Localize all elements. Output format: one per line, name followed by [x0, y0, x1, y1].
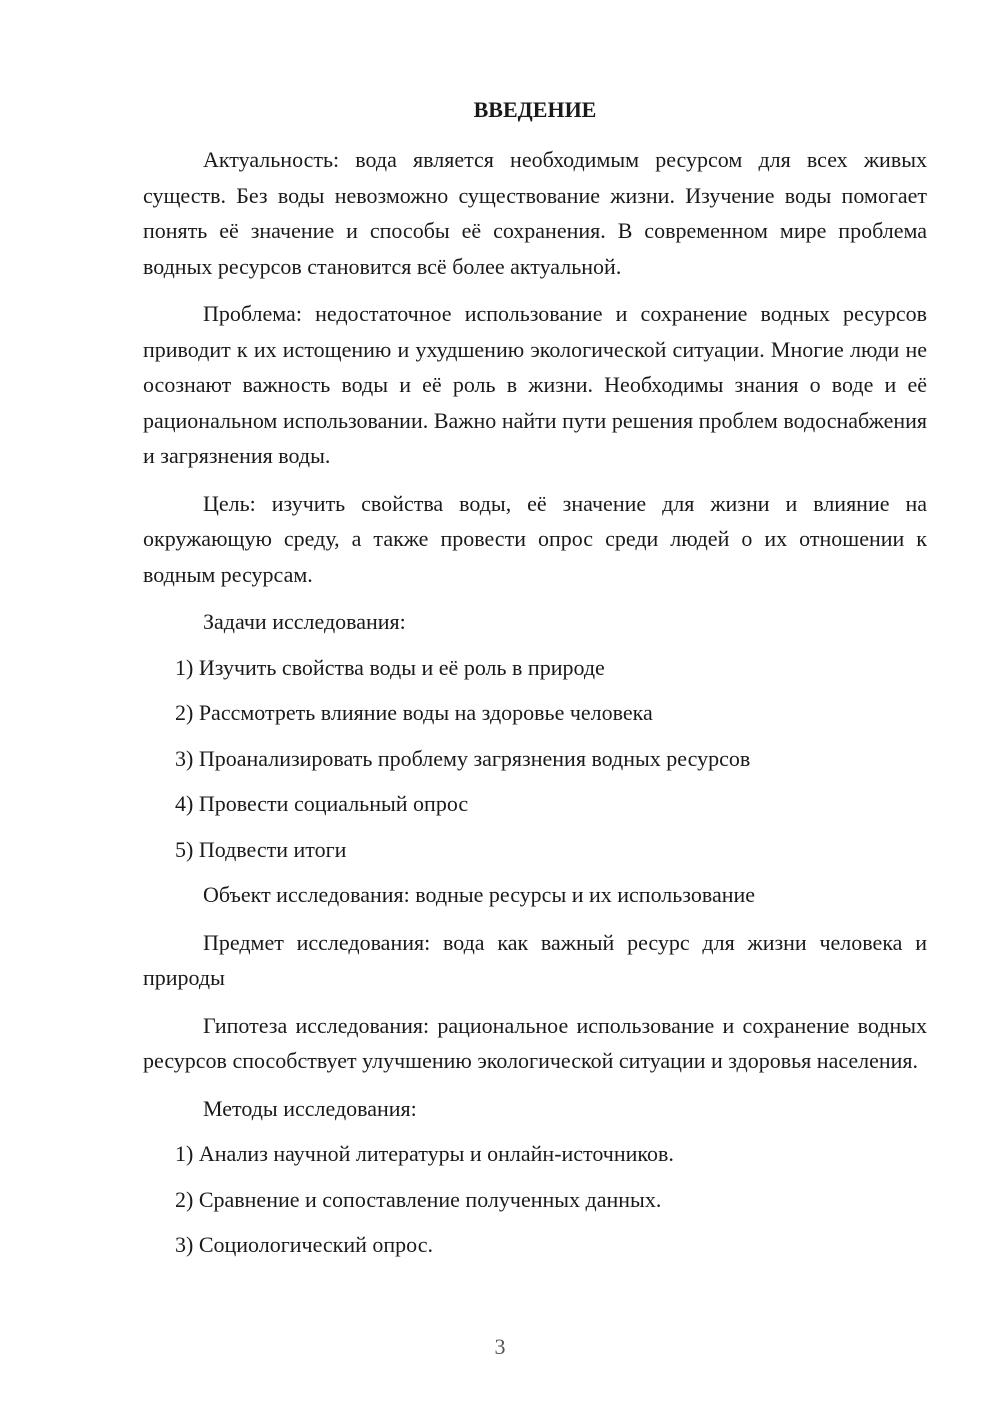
list-item: 5) Подвести итоги: [175, 836, 347, 862]
tasks-list: [143, 650, 927, 868]
list-item: 3) Проанализировать проблему загрязнения водных ресурсов: [175, 745, 751, 771]
problem-paragraph: Проблема: недостаточное использование и сохранение водных ресурсов приводит к их истощению и ухудшению экологической ситуации. Многие люди не осознают важность воды и её роль в жизни. Необходимы знания о воде и её рациональном использовании. Важно найти пути решения проблем водоснабжения и загрязнения воды.: [143, 301, 927, 468]
tasks-heading: Задачи исследования:: [203, 609, 406, 634]
list-item: 2) Сравнение и сопоставление полученных данных.: [175, 1186, 662, 1212]
section-title: ВВЕДЕНИЕ: [473, 97, 597, 122]
list-item: 3) Социологический опрос.: [175, 1232, 433, 1257]
hypothesis-paragraph: Гипотеза исследования: рациональное использование и сохранение водных ресурсов способствует улучшению экологической ситуации и здоровья населения.: [143, 1012, 927, 1073]
list-item: 4) Провести социальный опрос: [175, 791, 469, 816]
methods-list: [143, 1136, 927, 1263]
list-item: 1) Изучить свойства воды и её роль в природе: [175, 654, 605, 680]
document-page: [143, 92, 927, 1273]
list-item: 2) Рассмотреть влияние воды на здоровье человека: [175, 700, 653, 725]
relevance-paragraph: Актуальность: вода является необходимым ресурсом для всех живых существ. Без воды невозможно существование жизни. Изучение воды помогает понять её значение и способы её сохранения. В современном мире проблема водных ресурсов становится всё более актуальной.: [143, 147, 927, 279]
object-paragraph: Объект исследования: водные ресурсы и их использование: [203, 882, 756, 907]
page-number: 3: [494, 1334, 506, 1359]
list-item: 1) Анализ научной литературы и онлайн-источников.: [175, 1141, 674, 1166]
goal-paragraph: Цель: изучить свойства воды, её значение для жизни и влияние на окружающую среду, а также провести опрос среди людей о их отношении к водным ресурсам.: [143, 490, 927, 587]
methods-heading: Методы исследования:: [203, 1095, 417, 1121]
subject-paragraph: Предмет исследования: вода как важный ресурс для жизни человека и природы: [143, 929, 927, 990]
